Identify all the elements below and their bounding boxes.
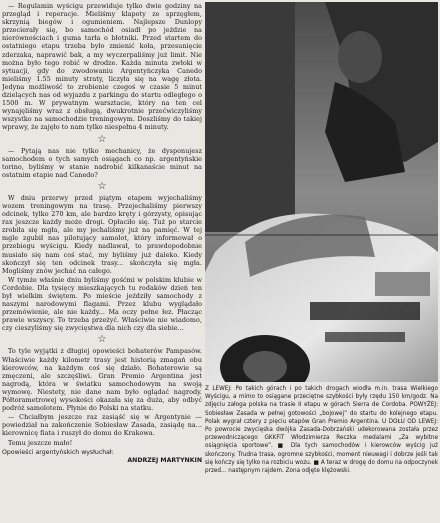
- article-paragraph-7: Temu jeszcze mało!: [8, 438, 73, 447]
- article-paragraph-6: — Chciałbym jeszcze raz zasiąść się w Argentynie — powiedział na zakończenie Sobiesław Zasada, zasiądę na... kierownicę fiata i ruszył do domu do Krakowa.: [2, 413, 202, 438]
- race-car-photo: [205, 2, 438, 382]
- signature-author: ANDRZEJ MARTYNKIN: [127, 456, 202, 464]
- photo-caption: [205, 385, 438, 521]
- article-signature: [2, 449, 202, 465]
- article-paragraph-5: To tyle wyjątki z długiej opowieści bohaterów Pampasów. Właściwie każdy kilometr trasy jest historią zmagań obu kierowców, na każdym coś się działo. Bohaterowie są zmęczeni, ale szczęśliwi. Gran Premio Argentina jest nagrodą, która w światku samochodowym na swoją wymowę. Niestety, nie dane nam było oglądać nagrody. Półtorametrowej wysokości okazała się za duża, aby odbyć podróż samolotem. Płynie do Polski na statku.: [2, 347, 202, 413]
- separator-star-icon: ☆: [97, 180, 107, 192]
- article-column: [2, 2, 202, 521]
- article-paragraph-2: — Pytają nas nie tylko mechanicy, że dysponujesz samochodem o tych samych osiągach co np. argentyńskie torino, byliśmy w stanie nadrobić kilkanaście minut na ostatnim etapie nad Canedo?: [2, 146, 202, 179]
- article-paragraph-4: W tymże właśnie dniu byliśmy gośćmi w polskim klubie w Cordobie. Dla tysięcy mieszkających tu rodaków dzień ten był wielkim świętem. Po mieście jeździły samochody z naszymi narodowymi flagami. Przez klubu wyglądało przemówienie, ale nie każdy... Ma oczy pełne łez. Płacząc prawie wszyscy. To trzeba przeżyć. Właściwie nie wiadomo, czy cieszyliśmy się zwycięstwa dla nich czy dla siebie...: [2, 275, 202, 333]
- photo-illustration: [205, 2, 438, 382]
- separator-star-icon: ☆: [97, 334, 107, 346]
- article-paragraph-1: — Regulamin wyścigu przewiduje tylko dwie godziny na przegląd i reperacje. Mieliśmy klapoty ze sprzęgłem, skrzynią biegów i ogumieniem. Najlepsze Dunlopy przecierały się, bo samochód osiadł po jeździe na nierównościach i guma tarła o błotniki. Przed startem do ostatniego etapu trzeba było zmienić koła, przesunięcie zderzaka, naprawić bak, a my wyczerpaliśmy już limit. Nie można było tego robić w drodze. Każda minuta zwłoki w sytuacji, gdy do zwodowaniu Argentyńczyka Canedo mieliśmy 1.55 minuty straty, liczyła się na wagę złota. Jedyna możliwość to zrobienie czegoś w czasie 5 minut dzielących nas od wyjazdu z parkingu do startu odległego o 1500 m. W prywatnym warsztacie, który na ten cel wynajęliśmy wraz z obsługą, dwukrotnie przećwiczyliśmy wszystko na samochodzie treningowym. Doszliśmy do takiej wprawy, że zajęło to nam tylko niespełna 4 minuty.: [2, 2, 202, 132]
- caption-text: Z LEWEJ: Po takich górach i po takich drogach wiodła m.in. trasa Wielkiego Wyścigu, a mimo to osiągane przeciętne szybkości były rzędu 150 km/godz. Na zdjęciu załoga polska na trasie II etapu w górach Sierra de Cordoba. POWYŻEJ: Sobiesław Zasada w pełnej gotowości „bojowej” do startu do kolejnego etapu. Polak wygrał cztery z pięciu etapów Gran Premio Argentina. U DOŁU OD LEWEJ: Po powrocie zwycięska dwójka Zasada-Dobrzański udekorowana została przez przewodniczącego GKKFiT Włodzimierza Reczka medalami „Za wybitne osiągnięcia sportowe”. ■ Dla tych samochodów i kierowców wyścig już skończony. Trudna trasa, ogromne szybkości, moment nieuwagi i dobrze jeśli tak się kończy się tylko na rozbiciu wozu. ■ A teraz w drogę do domu na odpoczynek przed... następnym rajdem. Zona odjęte klężowski.: [205, 386, 438, 475]
- signature-line: Opowieści argentyńskich wysłuchał:: [2, 448, 114, 456]
- article-paragraph-3: W dniu przerwy przed piątym etapem wyjechaliśmy wozem treningowym na trasę. Przejechaliśmy pierwszy odcinek, tylko 270 km, ale bardzo kręty i górzysty, opisując rax jeszcze każdy może drogi. Opłaciło się. Tuż po starcie zrobiła się mgła, ale my jechaliśmy już na pamięć. W tej mgle zgubił nas pilotujący samolot, który informował o przebiegu wyścigu. Kiedy nadlawał, to prawdopodobnie musiało się nam coś stać, my byliśmy już daleko. Kiedy skończył się ten odcinek trasy... skończyła się mgła. Mogliśmy znów jechać na całego.: [2, 193, 202, 275]
- separator-star-icon: ☆: [97, 133, 107, 145]
